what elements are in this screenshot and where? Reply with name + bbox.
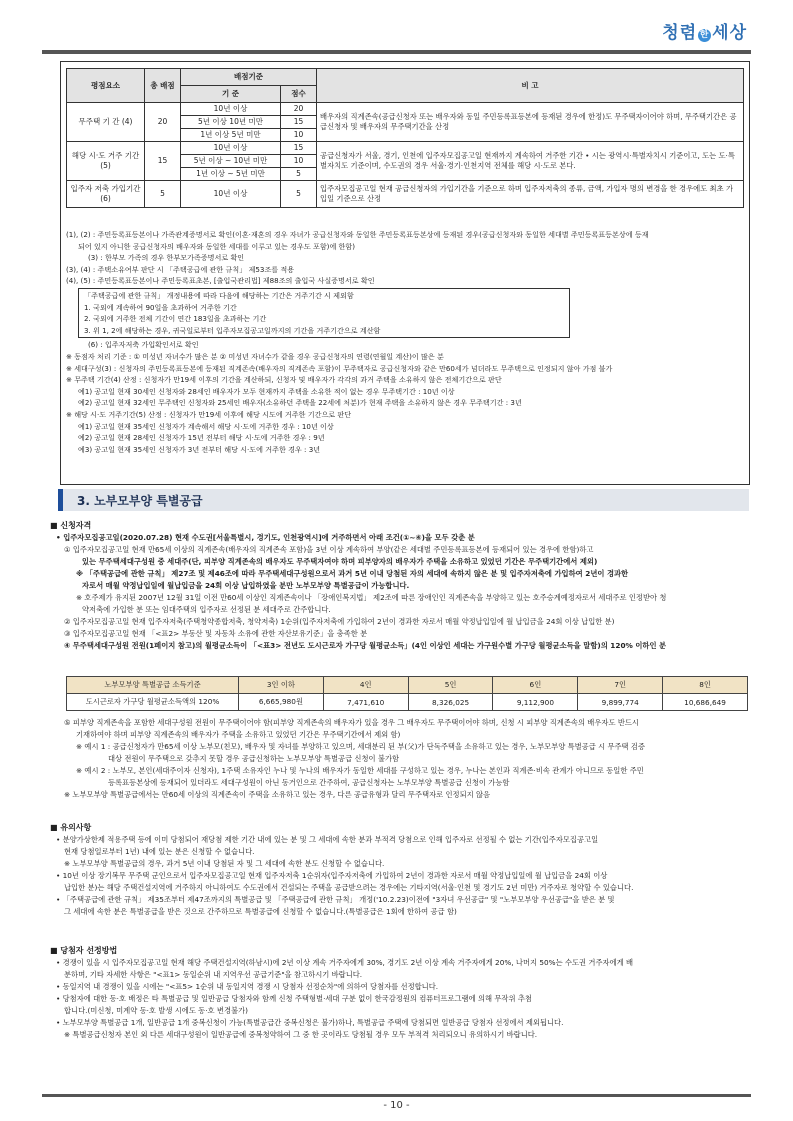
method-line: • 동일지역 내 경쟁이 있을 시에는 "<표5> 1순위 내 동일지역 경쟁 시 당첨자 선정순차"에 의하여 당첨자를 선정합니다. — [56, 982, 439, 991]
qual-line: ※ 「주택공급에 관한 규칙」 제27조 및 제46조에 따라 무주택세대구성원으로서 과거 5년 이내 당첨된 자의 세대에 속하지 않은 분 및 입주자저축에 가입하여 2년이 경과한 — [76, 569, 629, 578]
income-th: 4인 — [323, 677, 408, 694]
note-line: 예1) 공고일 현재 35세인 신청자가 계속해서 해당 시·도에 거주한 경우 : 10년 이상 — [78, 421, 334, 431]
note-line: ※ 동점자 처리 기준 : ① 미성년 자녀수가 많은 분 ② 미성년 자녀수가 같을 경우 공급신청자의 연령(연월일 계산)이 많은 분 — [66, 351, 444, 361]
note-line: 「주택공급에 관한 규칙」 개정내용에 따라 다음에 해당하는 기간은 거주기간 시 제외함 — [84, 290, 354, 300]
caution-line: 납입한 분)는 해당 주택건설지역에 거주하지 아니하여도 수도권에서 건설되는 주택을 공급받으려는 경우에는 기타지역(서울·인천 및 경기도 2년 미만) 거주자로 청약할 수 있습니다. — [64, 883, 634, 892]
method-line: • 경쟁이 있을 시 입주자모집공고일 현재 해당 주택건설지역(하남시)에 2년 이상 계속 거주자에게 30%, 경기도 2년 이상 계속 거주자에게 20%, 나머지 50%는 수도권 거주자에게 배 — [56, 958, 634, 967]
method-line: 분하며, 기타 자세한 사항은 "<표1> 동일순위 내 지역우선 공급기준"을 참고하시기 바랍니다. — [64, 970, 363, 979]
method-line: • 노부모부양 특별공급 1개, 일반공급 1개 중복신청이 가능(특별공급간 중복신청은 불가)하나, 특별공급 주택에 당첨되면 일반공급 당첨자 선정에서 제외됩니다. — [56, 1018, 564, 1027]
criteria-cell: 5년 이상 10년 미만 — [181, 116, 281, 129]
note-line: ※ 해당 시·도 거주기간(5) 산정 : 신청자가 만19세 이후에 해당 시도에 거주한 기간으로 판단 — [66, 409, 352, 419]
footer-rule — [42, 1094, 751, 1097]
criteria-cell: 10년 이상 — [181, 181, 281, 208]
page-number: - 10 - — [383, 1100, 410, 1111]
score-notes — [66, 229, 744, 481]
qual-line: 약저축에 가입한 분 또는 임대주택의 입주자로 선정된 분 세대주로 간주합니다. — [82, 605, 331, 614]
qual-line: 자로서 매월 약정납입일에 월납입금을 24회 이상 납입하였을 분만 노부모부양 특별공급이 가능합니다. — [82, 581, 410, 590]
criteria-cell: 5년 이상 ~ 10년 미만 — [181, 155, 281, 168]
note-line: (3), (4) : 주택소유여부 판단 시 「주택공급에 관한 규칙」 제53조를 적용 — [66, 264, 295, 274]
method-line: • 당첨자에 대한 동·호 배정은 타 특별공급 및 일반공급 당첨자와 함께 신청 주택형별·세대 구분 없이 한국감정원의 컴퓨터프로그램에 의해 무작위 추첨 — [56, 994, 532, 1003]
caution-block — [50, 822, 750, 918]
score-table — [66, 68, 744, 208]
row-remark: 공급신청자가 서울, 경기, 인천에 입주자모집공고일 현재까지 계속하여 거주한 기간 • 시는 광역시·특별자치시 기준이고, 도는 도·특별자치도 기준이며, 수도권의 경우 서울·경기·인천지역 전체를 해당 시·도로 본다. — [317, 142, 744, 181]
header-rule — [42, 50, 751, 54]
score-cell: 15 — [281, 116, 317, 129]
qualification-block — [50, 520, 750, 652]
criteria-cell: 1년 이상 ~ 5년 미만 — [181, 168, 281, 181]
note-line: 1. 국외에 계속하여 90일을 초과하여 거주한 기간 — [84, 302, 237, 312]
caution-line: • 10년 이상 장기복무 무주택 군인으로서 입주자모집공고일 현재 입주자저축 1순위자(입주자저축에 가입하여 2년이 경과한 자로서 매월 약정납입일에 월 납입금을 24회 이상 — [56, 871, 608, 880]
caution-line: 현재 당첨일로부터 1년) 내에 있는 분은 신청할 수 없습니다. — [64, 847, 255, 856]
note-line: 예2) 공고일 현재 28세인 신청자가 15년 전부터 해당 시·도에 거주한 경우 : 9년 — [78, 433, 325, 443]
qual-line: 등록표등본상에 등재되어 있더라도 세대구성원이 아닌 동거인으로 간주하여, 공급신청자는 노부모부양 특별공급 신청이 가능함 — [108, 778, 510, 787]
income-th: 7인 — [578, 677, 663, 694]
score-cell: 5 — [281, 168, 317, 181]
qual-line: ※ 노부모부양 특별공급에서는 만60세 이상의 직계존속이 주택을 소유하고 있는 경우, 다른 공급유형과 달리 무주택자로 인정되지 않음 — [64, 790, 491, 799]
income-th: 노부모부양 특별공급 소득기준 — [67, 677, 239, 694]
qual-line: ⑤ 피부양 직계존속을 포함한 세대구성원 전원이 무주택이어야 함(피부양 직계존속의 배우자가 있을 경우 그 배우자도 무주택이어야 하며, 신청 시 피부양 직계존속의 배우자도 반드시 — [64, 718, 639, 727]
qualification-block-2 — [50, 717, 750, 801]
income-cell: 9,899,774 — [578, 694, 663, 711]
th-criteria: 배점기준 — [181, 69, 317, 86]
row-element: 입주자 저축 가입기간 (6) — [67, 181, 145, 208]
qual-line: ※ 호주제가 유지된 2007년 12월 31일 이전 만60세 이상인 직계존속이나 「장애인복지법」 제2조에 따른 장애인인 직계존속을 부양하고 있는 호주승계예정자로서 세대주로 인정받아 청 — [76, 593, 667, 602]
income-th: 3인 이하 — [239, 677, 324, 694]
criteria-cell: 10년 이상 — [181, 142, 281, 155]
qual-line: ① 입주자모집공고일 현재 만65세 이상의 직계존속(배우자의 직계존속 포함)을 3년 이상 계속하여 부양(같은 세대별 주민등록표등본에 등재되어 있는 경우에 한함)하고 — [64, 545, 594, 554]
score-cell: 20 — [281, 103, 317, 116]
qual-line: ※ 예시 1 : 공급신청자가 만65세 이상 노부모(친모), 배우자 및 자녀를 부양하고 있으며, 세대분리 된 부(父)가 단독주택을 소유하고 있는 경우, 노부모부양 특별공급 시 무주택 검증 — [76, 742, 646, 751]
caution-line: • 「주택공급에 관한 규칙」 제35조부터 제47조까지의 특별공급 및 「주택공급에 관한 규칙」 개정('10.2.23)이전에 "3자녀 우선공급" 및 "노부모부양 우선공급"을 받은 분 및 — [56, 895, 615, 904]
caution-heading: ■ 유의사항 — [50, 823, 92, 832]
th-remarks: 비 고 — [317, 69, 744, 103]
note-line: (1), (2) : 주민등록표등본이나 가족관계증명서로 확인(이혼·재혼의 경우 자녀가 공급신청자와 동일한 주민등록표등본상에 등재된 경우(공급신청자와 동일한 세대별 주민등록표등본상에 등재 — [66, 230, 649, 239]
note-line: ※ 무주택 기간(4) 산정 : 신청자가 만19세 이후의 기간을 계산하되, 신청자 및 배우자가 각각의 과거 주택을 소유하지 않은 전체기간으로 판단 — [66, 375, 502, 385]
caution-line: • 분양가상한제 적용주택 등에 이미 당첨되어 재당첨 제한 기간 내에 있는 분 및 그 세대에 속한 분과 부적격 당첨으로 인해 입주자로 선정될 수 없는 기간(입주자모집공고일 — [56, 835, 599, 844]
th-criteria-sub: 기 준 — [181, 86, 281, 103]
th-element: 평점요소 — [67, 69, 145, 103]
note-line: (4), (5) : 주민등록표등본이나 주민등록표초본, [출입국관리법] 제88조의 출입국 사실증명서로 확인 — [66, 276, 375, 286]
income-cell: 7,471,610 — [323, 694, 408, 711]
row-remark: 배우자의 직계존속(공급신청자 또는 배우자와 동일 주민등록표등본에 등재된 경우에 한정)도 무주택자이어야 하며, 무주택기간은 공급신청자 및 배우자의 무주택기간을 산정 — [317, 103, 744, 142]
section-heading — [58, 489, 749, 511]
row-remark: 입주자모집공고일 현재 공급신청자의 가입기간을 기준으로 하며 입주자저축의 종류, 금액, 가입자 명의 변경을 한 경우에도 최초 가입일 기준으로 산정 — [317, 181, 744, 208]
income-cell: 도시근로자 가구당 월평균소득액의 120% — [67, 694, 239, 711]
income-table — [66, 676, 748, 711]
row-max: 15 — [145, 142, 181, 181]
income-cell: 8,326,025 — [408, 694, 493, 711]
note-line: 예3) 공고일 현재 35세인 신청자가 3년 전부터 해당 시·도에 거주한 경우 : 3년 — [78, 444, 321, 454]
row-element: 해당 시·도 거주 기간 (5) — [67, 142, 145, 181]
note-line: 되어 있지 아니한 공급신청자의 배우자와 동일한 세대를 이루고 있는 경우도 포함)에 한함) — [78, 241, 356, 251]
income-th: 5인 — [408, 677, 493, 694]
income-cell: 6,665,980원 — [239, 694, 324, 711]
income-cell: 10,686,649 — [663, 694, 748, 711]
qual-line: • 입주자모집공고일(2020.07.28) 현재 수도권[서울특별시, 경기도, 인천광역시]에 거주하면서 아래 조건(①~④)을 모두 갖춘 분 — [56, 533, 475, 542]
note-line: 3. 위 1, 2에 해당하는 경우, 귀국일로부터 입주자모집공고일까지의 기간을 거주기간으로 계산함 — [84, 325, 381, 335]
brand-logo: 청렴 한 세상 — [662, 23, 747, 43]
income-th: 6인 — [493, 677, 578, 694]
score-cell: 5 — [281, 181, 317, 208]
qual-line: ② 입주자모집공고일 현재 입주자저축(주택청약종합저축, 청약저축) 1순위(입주자저축에 가입하여 2년이 경과한 자로서 매월 약정납입일에 월 납입금을 24회 이상 납입한 분) — [64, 617, 615, 626]
note-line: (6) : 입주자저축 가입확인서로 확인 — [88, 340, 199, 350]
criteria-cell: 10년 이상 — [181, 103, 281, 116]
section-title: 3. 노부모부양 특별공급 — [77, 494, 203, 508]
qual-line: 있는 무주택세대구성원 중 세대주(단, 피부양 직계존속의 배우자도 무주택자여야 하며 피부양자의 배우자가 주택을 소유하고 있었던 기간은 무주택기간에서 제외) — [82, 557, 598, 566]
criteria-cell: 1년 이상 5년 미만 — [181, 129, 281, 142]
note-line: 예2) 공고일 현재 32세인 무주택인 신청자와 25세인 배우자(소유하던 주택을 22세에 처분)가 현재 주택을 소유하지 않은 경우 무주택기간 : 3년 — [78, 398, 522, 408]
residence-exclusion-box — [78, 288, 570, 338]
qual-line: ※ 예시 2 : 노부모, 본인(세대주이자 신청자), 1주택 소유자인 누나 및 누나의 배우자가 동일한 세대를 구성하고 있는 경우, 누나는 본인과 직계존·비속 관계가 아니므로 동일한 주민 — [76, 766, 644, 775]
logo-dot-icon: 한 — [699, 30, 710, 40]
qual-line: 대상 전원이 무주택으로 갖추지 못할 경우 공급신청하는 노부모부양 특별공급 신청이 불가함 — [108, 754, 400, 763]
method-line: ※ 특별공급신청자 본인 외 다른 세대구성원이 일반공급에 중복청약하여 그 중 한 곳이라도 당첨될 경우 모두 부적격 처리되오니 유의하시기 바랍니다. — [64, 1030, 538, 1039]
note-line: 예1) 공고일 현재 30세인 신청자와 28세인 배우자가 모두 현재까지 주택을 소유한 적이 없는 경우 무주택기간 : 10년 이상 — [78, 386, 455, 396]
score-cell: 10 — [281, 129, 317, 142]
income-cell: 9,112,900 — [493, 694, 578, 711]
row-max: 20 — [145, 103, 181, 142]
caution-line: 그 세대에 속한 분은 특별공급을 받은 것으로 간주하므로 특별공급에 신청할 수 없습니다.(특별공급은 1회에 한하여 공급 함) — [64, 907, 457, 916]
qual-line: ④ 무주택세대구성원 전원(1페이지 참고)의 월평균소득이 「<표3> 전년도 도시근로자 가구당 월평균소득」(4인 이상인 세대는 가구원수별 가구당 월평균소득을 말함)의 120% 이하인 분 — [64, 641, 667, 650]
method-line: 합니다.(미신청, 미계약 동·호 발생 시에도 동·호 변경불가) — [64, 1006, 248, 1015]
score-cell: 15 — [281, 142, 317, 155]
qual-line: 기재하여야 하며 피부양 직계존속의 배우자가 주택을 소유하고 있었던 기간은 무주택기간에서 제외 함) — [76, 730, 401, 739]
qualification-heading: ■ 신청자격 — [50, 521, 92, 530]
note-line: ※ 세대구성(3) : 신청자의 주민등록표등본에 등재된 직계존속(배우자의 직계존속 포함)이 무주택자로 공급신청자와 같은 만60세가 넘더라도 무주택으로 인정되지 않아 가점 불가 — [66, 363, 613, 373]
note-line: 2. 국외에 거주한 전체 기간이 연간 183일을 초과하는 기간 — [84, 314, 267, 324]
method-heading: ■ 당첨자 선정방법 — [50, 946, 118, 955]
row-element: 무주택 기 간 (4) — [67, 103, 145, 142]
th-max: 총 배점 — [145, 69, 181, 103]
caution-line: ※ 노부모부양 특별공급의 경우, 과거 5년 이내 당첨된 자 및 그 세대에 속한 분도 신청할 수 없습니다. — [64, 859, 385, 868]
th-score: 점수 — [281, 86, 317, 103]
income-th: 8인 — [663, 677, 748, 694]
note-line: (3) : 한부모 가족의 경우 한부모가족증명서로 확인 — [88, 253, 245, 263]
row-max: 5 — [145, 181, 181, 208]
score-cell: 10 — [281, 155, 317, 168]
qual-line: ③ 입주자모집공고일 현재 「<표2> 부동산 및 자동차 소유에 관한 자산보유기준」을 충족한 분 — [64, 629, 368, 638]
selection-method-block — [50, 945, 750, 1041]
